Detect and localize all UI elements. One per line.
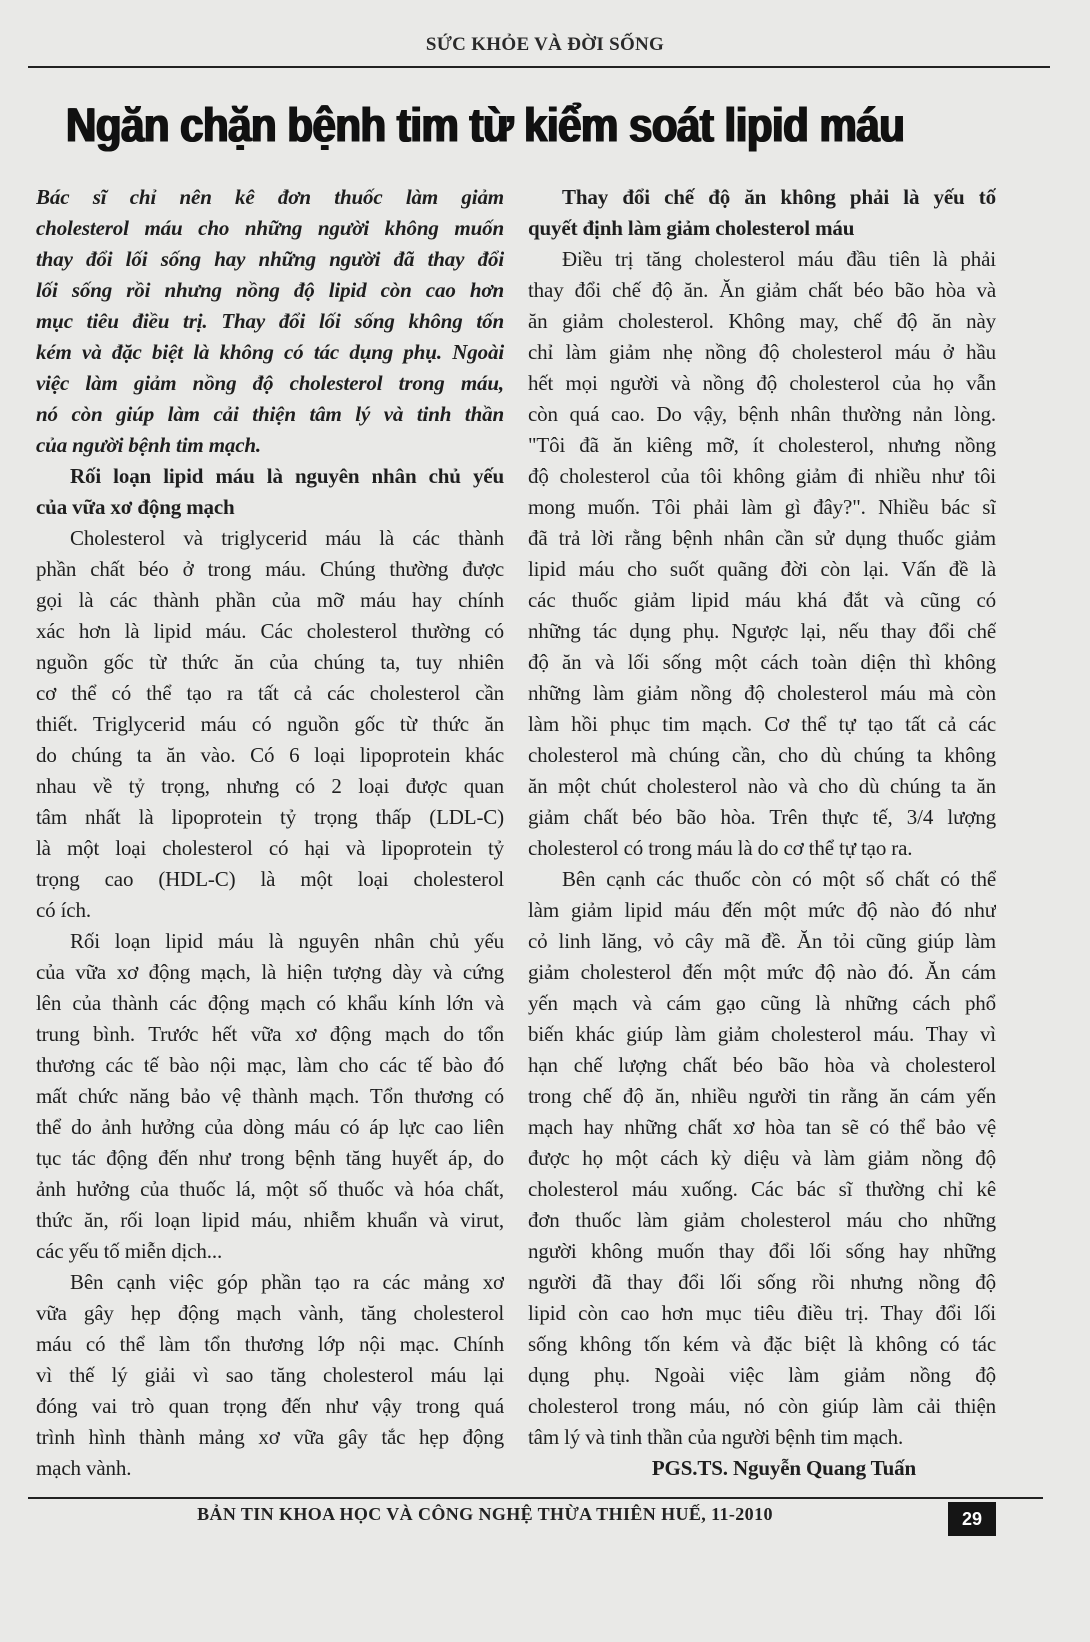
text-line: quyết định làm giảm cholesterol máu bbox=[528, 216, 855, 240]
text-line: mạch hay những chất xơ hòa tan sẽ có thể bảo vệ bbox=[528, 1115, 996, 1139]
running-head: SỨC KHỎE VÀ ĐỜI SỐNG bbox=[425, 34, 665, 55]
text-line: còn quá cao. Do vậy, bệnh nhân thường nản lòng. bbox=[528, 402, 996, 426]
text-line: độ ăn và lối sống một cách toàn diện thì không bbox=[528, 650, 996, 674]
text-line: Bên cạnh các thuốc còn có một số chất có thể bbox=[562, 867, 996, 891]
text-line: nó còn giúp làm cải thiện tâm lý và tinh thần bbox=[36, 402, 504, 426]
text-line: biến khác giúp làm giảm cholesterol máu. Thay vì bbox=[528, 1022, 996, 1046]
section-heading bbox=[36, 461, 504, 523]
text-line: mong muốn. Tôi phải làm gì đây?". Nhiều bác sĩ bbox=[528, 495, 996, 519]
text-line: thể do ảnh hưởng của dòng máu có áp lực cao liên bbox=[36, 1115, 504, 1139]
text-line: là một loại cholesterol có hại và lipoprotein tỷ bbox=[36, 836, 504, 860]
text-line: tâm nhất là lipoprotein tỷ trọng thấp (LDL-C) bbox=[36, 805, 504, 829]
text-line: cỏ linh lăng, vỏ cây mã đề. Ăn tỏi cũng giúp làm bbox=[528, 929, 996, 953]
text-line: những tác dụng phụ. Ngược lại, nếu thay đổi chế bbox=[528, 619, 996, 643]
paragraph bbox=[528, 864, 996, 1453]
text-line: hạn chế lượng chất béo bão hòa và cholesterol bbox=[528, 1053, 996, 1077]
text-line: các thuốc giảm lipid máu khá đắt và cũng có bbox=[528, 588, 996, 612]
text-line: lên của thành các động mạch có khẩu kính lớn và bbox=[36, 991, 504, 1015]
text-line: của vữa xơ động mạch, là hiện tượng dày và cứng bbox=[36, 960, 504, 984]
text-line: được họ một cách kỳ diệu và làm giảm nồng độ bbox=[528, 1146, 996, 1170]
paragraph bbox=[36, 523, 504, 926]
text-line: máu có thể làm tổn thương lớp nội mạc. Chính bbox=[36, 1332, 504, 1356]
text-line: phần chất béo ở trong máu. Chúng thường được bbox=[36, 557, 504, 581]
text-line: do chúng ta ăn vào. Có 6 loại lipoprotein khác bbox=[36, 743, 504, 767]
text-line: mạch vành. bbox=[36, 1456, 132, 1480]
text-line: trong chế độ ăn, nhiều người tin rằng ăn cám yến bbox=[528, 1084, 996, 1108]
text-line: đóng vai trò quan trọng đến như vậy trong quá bbox=[36, 1394, 504, 1418]
text-line: thay đổi chế độ ăn. Ăn giảm chất béo bão hòa và bbox=[528, 278, 996, 302]
text-line: vữa gây hẹp động mạch vành, tăng cholesterol bbox=[36, 1301, 504, 1325]
text-line: trọng cao (HDL-C) là một loại cholesterol bbox=[36, 867, 504, 891]
text-line: có ích. bbox=[36, 898, 91, 922]
text-line: lipid còn cao hơn mục tiêu điều trị. Thay đổi lối bbox=[528, 1301, 996, 1325]
text-line: nguồn gốc từ thức ăn của chúng ta, tuy nhiên bbox=[36, 650, 504, 674]
text-line: dụng phụ. Ngoài việc làm giảm nồng độ bbox=[528, 1363, 996, 1387]
header-rule bbox=[28, 66, 1050, 68]
text-line: thức ăn, rối loạn lipid máu, nhiễm khuẩn và virut, bbox=[36, 1208, 504, 1232]
text-line: PGS.TS. Nguyễn Quang Tuấn bbox=[651, 1456, 916, 1480]
text-line: nhau về tỷ trọng, nhưng có 2 loại được quan bbox=[36, 774, 504, 798]
intro-paragraph bbox=[36, 182, 504, 461]
text-line: ăn giảm cholesterol. Không may, chế độ ăn này bbox=[528, 309, 996, 333]
text-line: những làm giảm nồng độ cholesterol máu mà còn bbox=[528, 681, 996, 705]
text-line: độ cholesterol của tôi không giảm đi nhiều như tôi bbox=[528, 464, 996, 488]
text-line: yến mạch và cám gạo cũng là những cách phổ bbox=[528, 991, 996, 1015]
text-line: ảnh hưởng của thuốc lá, một số thuốc và hóa chất, bbox=[36, 1177, 504, 1201]
text-line: giảm chất béo bão hòa. Trên thực tế, 3/4 lượng bbox=[528, 805, 996, 829]
text-line: cơ thể có thể tạo ra tất cả các cholesterol cần bbox=[36, 681, 504, 705]
text-line: làm hồi phục tim mạch. Cơ thể tự tạo tất cả các bbox=[528, 712, 996, 736]
text-line: trung bình. Trước hết vữa xơ động mạch do tổn bbox=[36, 1022, 504, 1046]
text-line: lối sống rồi nhưng nồng độ lipid còn cao hơn bbox=[36, 278, 504, 302]
text-line: của vữa xơ động mạch bbox=[36, 495, 235, 519]
text-line: Rối loạn lipid máu là nguyên nhân chủ yếu bbox=[70, 929, 504, 953]
text-line: Bác sĩ chỉ nên kê đơn thuốc làm giảm bbox=[36, 185, 504, 209]
text-line: vì thế lý giải vì sao tăng cholesterol máu lại bbox=[36, 1363, 504, 1387]
text-line: Rối loạn lipid máu là nguyên nhân chủ yếu bbox=[70, 464, 504, 488]
footer-publication: BẢN TIN KHOA HỌC VÀ CÔNG NGHỆ THỪA THIÊN HUẾ, 11-2010 bbox=[197, 1504, 773, 1524]
text-line: người không muốn thay đổi lối sống hay những bbox=[528, 1239, 996, 1263]
text-line: cholesterol trong máu, nó còn giúp làm cải thiện bbox=[528, 1394, 996, 1418]
text-line: mất chức năng bảo vệ thành mạch. Tổn thương có bbox=[36, 1084, 504, 1108]
text-line: Thay đổi chế độ ăn không phải là yếu tố bbox=[562, 185, 996, 209]
text-line: cholesterol có trong máu là do cơ thể tự tạo ra. bbox=[528, 836, 913, 860]
text-line: người đã thay đổi lối sống rồi nhưng nồng độ bbox=[528, 1270, 996, 1294]
text-line: thiết. Triglycerid máu có nguồn gốc từ thức ăn bbox=[36, 712, 504, 736]
text-line: đã trả lời rằng bệnh nhân cần sử dụng thuốc giảm bbox=[528, 526, 996, 550]
footer-rule bbox=[28, 1497, 1043, 1499]
article-title: Ngăn chặn bệnh tim từ kiểm soát lipid máu bbox=[66, 98, 905, 153]
paragraph bbox=[528, 244, 996, 864]
text-line: Bên cạnh việc góp phần tạo ra các mảng xơ bbox=[70, 1270, 504, 1294]
text-line: của người bệnh tim mạch. bbox=[36, 433, 262, 457]
text-line: Điều trị tăng cholesterol máu đầu tiên là phải bbox=[562, 247, 996, 271]
text-line: xác hơn là lipid máu. Các cholesterol thường có bbox=[36, 619, 504, 643]
text-line: mục tiêu điều trị. Thay đổi lối sống không tốn bbox=[36, 309, 504, 333]
right-column bbox=[528, 182, 996, 1484]
text-line: giảm cholesterol đến một mức độ nào đó. Ăn cám bbox=[528, 960, 996, 984]
left-column bbox=[36, 182, 504, 1484]
text-line: cholesterol máu cho những người không muốn bbox=[36, 216, 504, 240]
text-line: thay đổi lối sống hay những người đã thay đổi bbox=[36, 247, 504, 271]
author-signature bbox=[528, 1453, 996, 1484]
text-line: gọi là các thành phần của mỡ máu hay chính bbox=[36, 588, 504, 612]
text-line: "Tôi đã ăn kiêng mỡ, ít cholesterol, nhưng nồng bbox=[528, 433, 996, 457]
text-line: tục tác động đến như trong bệnh tăng huyết áp, do bbox=[36, 1146, 504, 1170]
text-line: tâm lý và tinh thần của người bệnh tim mạch. bbox=[528, 1425, 904, 1449]
text-line: trình hình thành mảng xơ vữa gây tắc hẹp động bbox=[36, 1425, 504, 1449]
section-heading bbox=[528, 182, 996, 244]
text-line: Cholesterol và triglycerid máu là các thành bbox=[70, 526, 504, 550]
text-line: kém và đặc biệt là không có tác dụng phụ. Ngoài bbox=[36, 340, 504, 364]
text-line: chỉ làm giảm nhẹ nồng độ cholesterol máu ở hầu bbox=[528, 340, 996, 364]
text-line: làm giảm lipid máu đến một mức độ nào đó như bbox=[528, 898, 996, 922]
text-line: cholesterol mà chúng cần, cho dù chúng ta không bbox=[528, 743, 996, 767]
text-line: lipid máu cho suốt quãng đời còn lại. Vấn đề là bbox=[528, 557, 996, 581]
text-line: đơn thuốc làm giảm cholesterol máu cho những bbox=[528, 1208, 996, 1232]
paragraph bbox=[36, 1267, 504, 1484]
text-line: các yếu tố miễn dịch... bbox=[36, 1239, 223, 1263]
text-line: việc làm giảm nồng độ cholesterol trong máu, bbox=[36, 371, 504, 395]
text-line: thương các tế bào nội mạc, làm cho các tế bào đó bbox=[36, 1053, 504, 1077]
paragraph bbox=[36, 926, 504, 1267]
page-number: 29 bbox=[948, 1502, 996, 1536]
text-line: cholesterol máu xuống. Các bác sĩ thường chỉ kê bbox=[528, 1177, 996, 1201]
text-line: sống không tốn kém và đặc biệt là không có tác bbox=[528, 1332, 996, 1356]
text-line: ăn một chút cholesterol nào và cho dù chúng ta ăn bbox=[528, 774, 996, 798]
text-line: hết mọi người và nồng độ cholesterol của họ vẫn bbox=[528, 371, 996, 395]
